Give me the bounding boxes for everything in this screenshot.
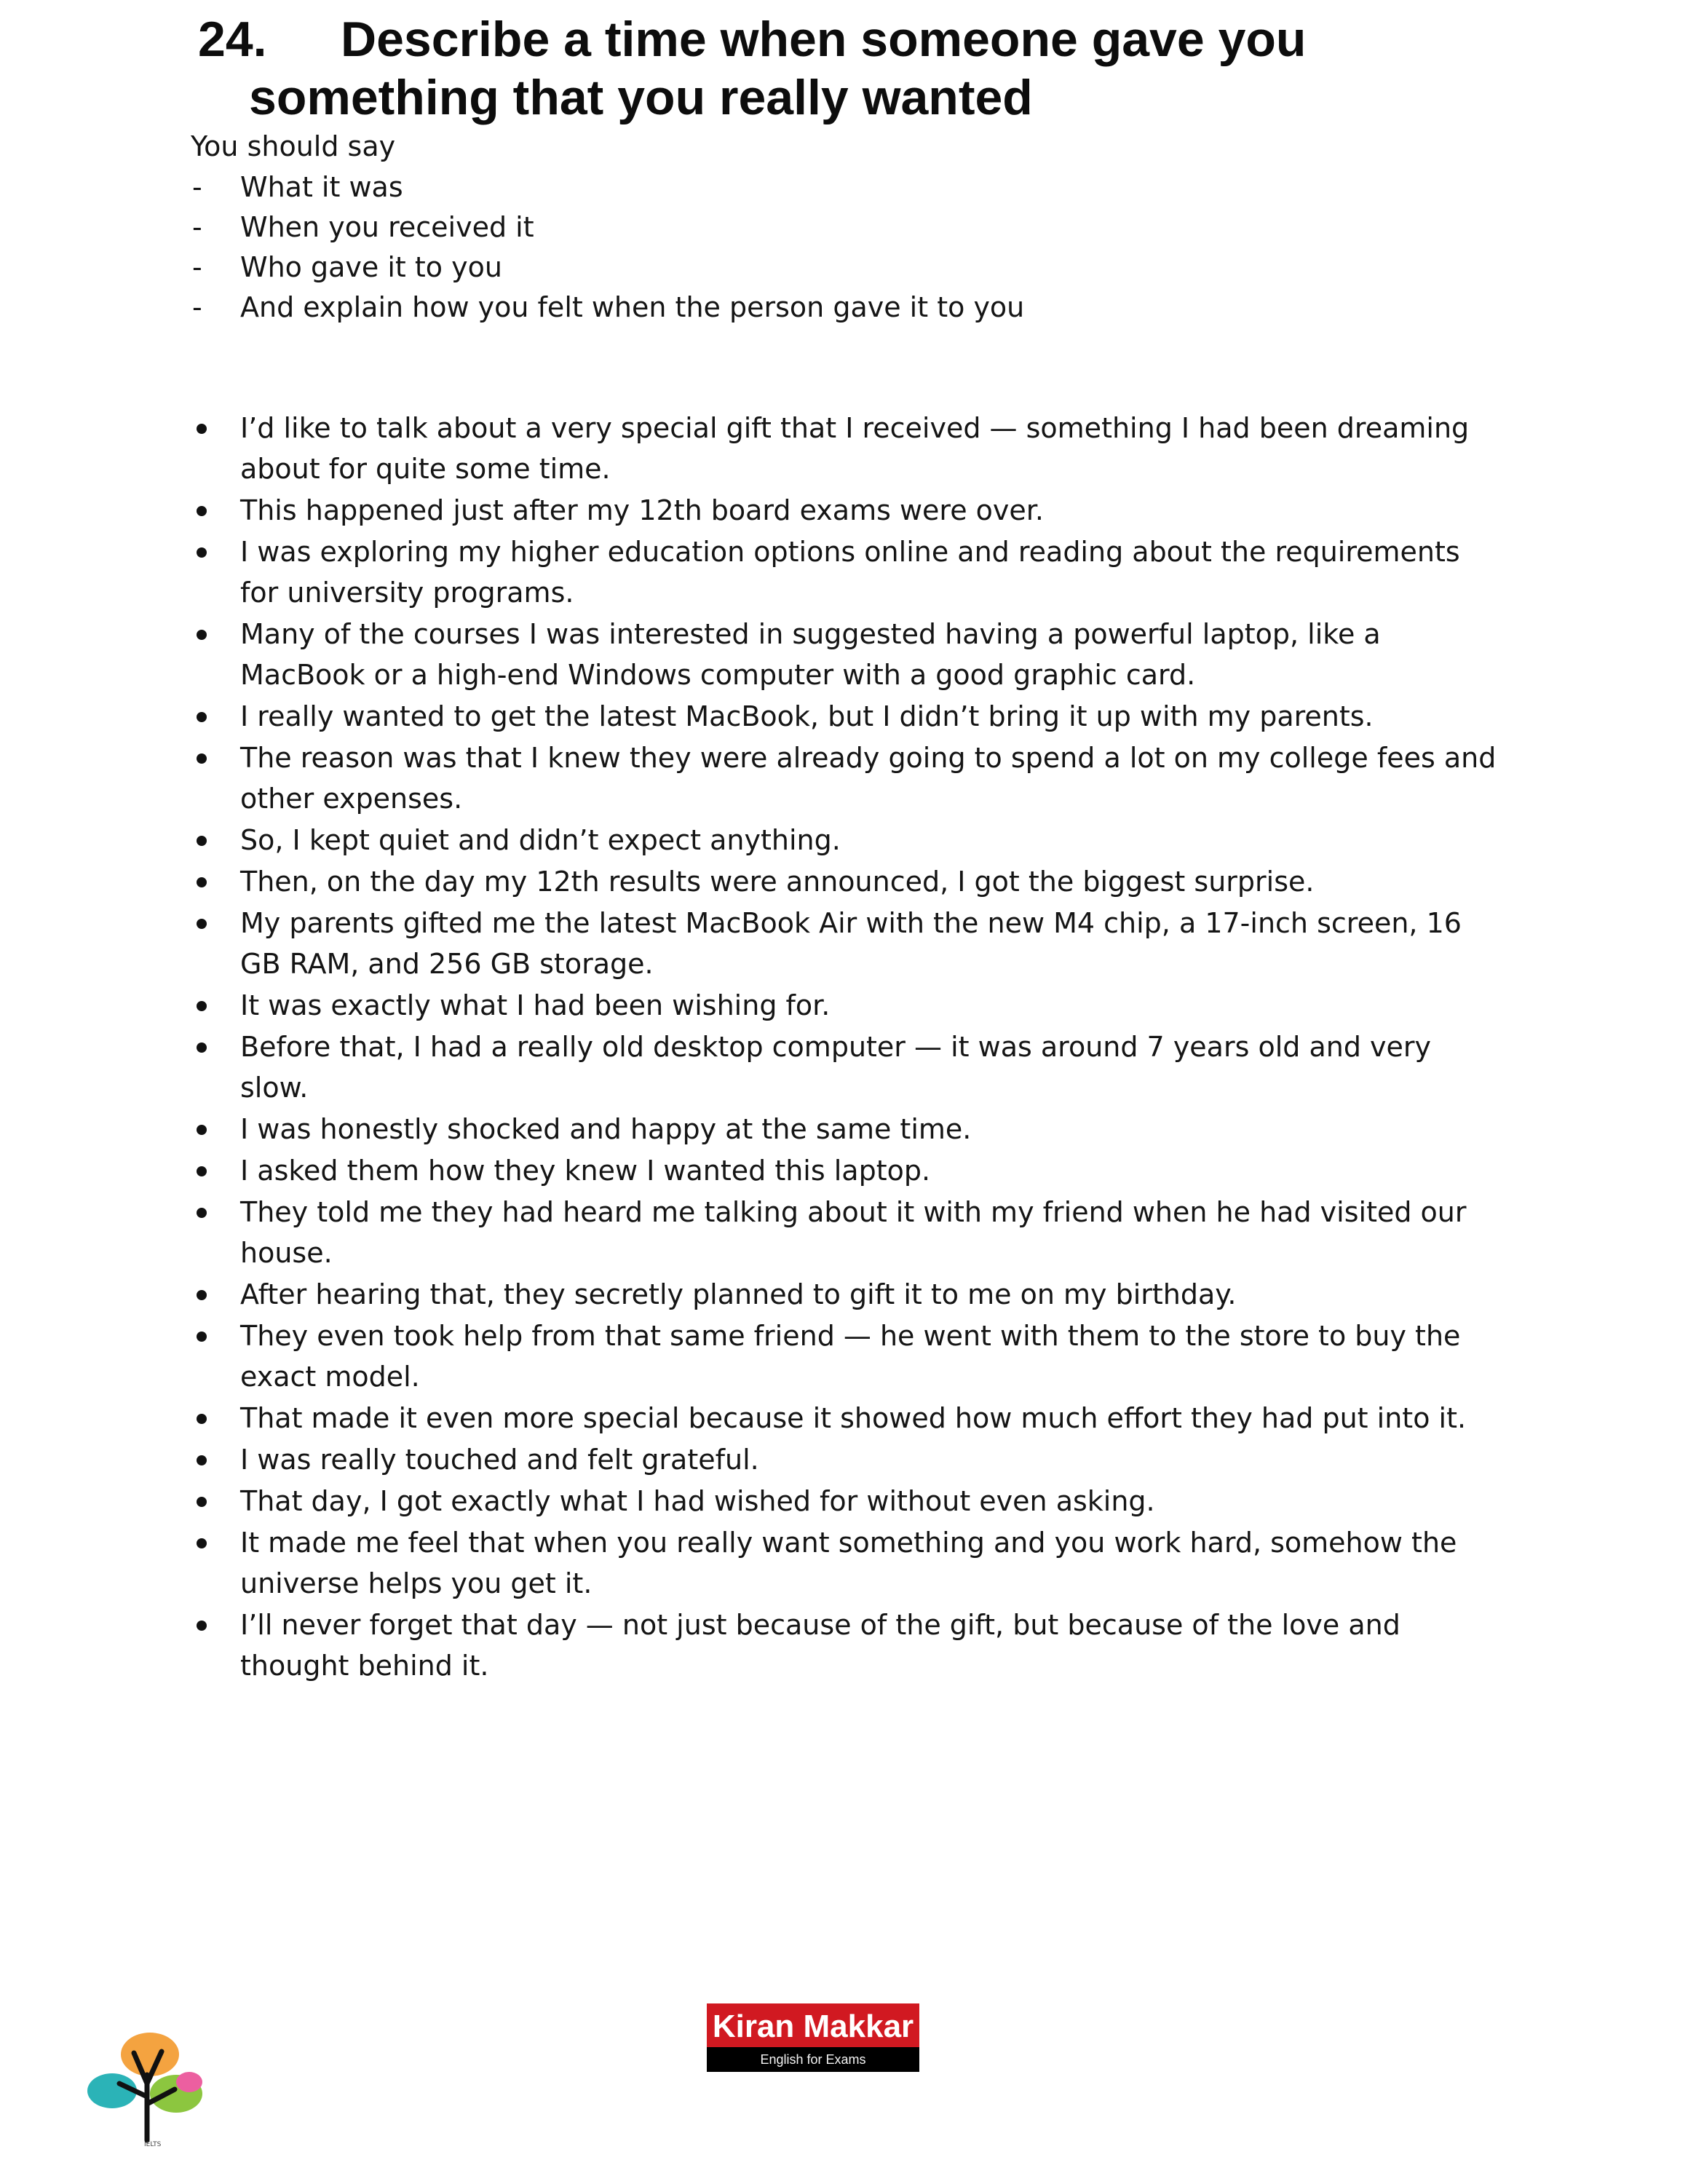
- answer-item: [191, 903, 1501, 984]
- answer-item: [191, 985, 1501, 1026]
- bullet-icon: [197, 1497, 207, 1507]
- brand-name: Kiran Makkar: [712, 2009, 914, 2044]
- answer-text: Many of the courses I was interested in suggested having a powerful laptop, like a MacBook or a high-end Windows computer with a good graphic card.: [240, 618, 1381, 691]
- brand-tagline: English for Exams: [707, 2047, 919, 2072]
- dash-marker: -: [192, 251, 202, 283]
- tree-logo-graphic: [86, 2024, 217, 2148]
- dash-marker: -: [192, 291, 202, 323]
- answer-item: [191, 531, 1501, 613]
- answer-item: [191, 737, 1501, 819]
- bullet-icon: [197, 1621, 207, 1631]
- answer-text: I was really touched and felt grateful.: [240, 1444, 759, 1476]
- answer-item: [191, 1605, 1501, 1686]
- bullet-icon: [197, 1414, 207, 1424]
- answer-item: [191, 408, 1501, 489]
- answer-text: So, I kept quiet and didn’t expect anything.: [240, 824, 841, 856]
- question-number: 24.: [198, 12, 267, 67]
- bullet-icon: [197, 836, 207, 846]
- answer-text: They told me they had heard me talking about it with my friend when he had visited our house.: [240, 1196, 1467, 1269]
- answer-item: [191, 614, 1501, 695]
- answer-text: It was exactly what I had been wishing for.: [240, 989, 831, 1021]
- bullet-icon: [197, 1001, 207, 1011]
- answer-text: Then, on the day my 12th results were announced, I got the biggest surprise.: [240, 866, 1315, 898]
- title-line-1: [198, 10, 1581, 68]
- answer-item: [191, 1398, 1501, 1439]
- bullet-icon: [197, 1455, 207, 1465]
- bullet-icon: [197, 1166, 207, 1176]
- answer-item: [191, 1522, 1501, 1604]
- answer-item: [191, 1026, 1501, 1108]
- bullet-icon: [197, 712, 207, 722]
- answer-item: [191, 1315, 1501, 1397]
- bullet-icon: [197, 506, 207, 516]
- prompt-item-text: And explain how you felt when the person gave it to you: [240, 291, 1025, 323]
- answer-text: My parents gifted me the latest MacBook Air with the new M4 chip, a 17-inch screen, 16 GB RAM, and 256 GB storage.: [240, 907, 1462, 980]
- bullet-icon: [197, 1332, 207, 1342]
- bullet-icon: [197, 424, 207, 434]
- prompt-item: [191, 167, 1024, 207]
- prompt-item: [191, 288, 1024, 328]
- title-text-2: something that you really wanted: [249, 70, 1033, 125]
- prompt-item-text: When you received it: [240, 211, 534, 243]
- answer-text: That day, I got exactly what I had wished for without even asking.: [240, 1485, 1155, 1517]
- prompt-item: [191, 248, 1024, 288]
- cue-card-prompt: [191, 125, 1024, 328]
- answer-list: [191, 408, 1501, 1687]
- tree-logo: [86, 2024, 217, 2148]
- bullet-icon: [197, 753, 207, 764]
- prompt-list: [191, 167, 1024, 328]
- bullet-icon: [197, 877, 207, 887]
- prompt-item-text: What it was: [240, 171, 403, 203]
- answer-text: They even took help from that same friend — he went with them to the store to buy the exact model.: [240, 1320, 1461, 1393]
- answer-text: I asked them how they knew I wanted this laptop.: [240, 1155, 931, 1187]
- pink-foliage: [176, 2072, 202, 2092]
- prompt-intro: You should say: [191, 130, 396, 162]
- answer-text: After hearing that, they secretly planned to gift it to me on my birthday.: [240, 1278, 1237, 1310]
- bullet-icon: [197, 1125, 207, 1135]
- answer-item: [191, 1274, 1501, 1315]
- orange-foliage: [121, 2033, 179, 2076]
- answer-text: The reason was that I knew they were already going to spend a lot on my college fees and other expenses.: [240, 742, 1497, 815]
- answer-text: It made me feel that when you really want something and you work hard, somehow the universe helps you get it.: [240, 1527, 1457, 1599]
- title-text-1: Describe a time when someone gave you: [341, 12, 1307, 67]
- bullet-icon: [197, 547, 207, 558]
- answer-item: [191, 696, 1501, 737]
- dash-marker: -: [192, 171, 202, 203]
- answer-text: I’d like to talk about a very special gift that I received — something I had been dreaming about for quite some time.: [240, 412, 1470, 485]
- brand-logo: [707, 2003, 919, 2072]
- answer-item: [191, 1150, 1501, 1191]
- answer-item: [191, 1439, 1501, 1480]
- answer-text: I really wanted to get the latest MacBook, but I didn’t bring it up with my parents.: [240, 700, 1374, 732]
- bullet-icon: [197, 1208, 207, 1218]
- prompt-item: [191, 207, 1024, 248]
- answer-text: That made it even more special because it showed how much effort they had put into it.: [240, 1402, 1467, 1434]
- answer-text: I’ll never forget that day — not just because of the gift, but because of the love and thought behind it.: [240, 1609, 1400, 1682]
- answer-item: [191, 861, 1501, 902]
- bullet-icon: [197, 630, 207, 640]
- bullet-icon: [197, 919, 207, 929]
- tree-logo-label: IELTS: [144, 2141, 162, 2148]
- answer-text: This happened just after my 12th board exams were over.: [240, 494, 1045, 526]
- bullet-icon: [197, 1538, 207, 1548]
- answer-item: [191, 490, 1501, 531]
- prompt-item-text: Who gave it to you: [240, 251, 502, 283]
- answer-item: [191, 820, 1501, 860]
- page-title: [198, 10, 1581, 127]
- answer-item: [191, 1481, 1501, 1522]
- answer-text: I was honestly shocked and happy at the same time.: [240, 1113, 972, 1145]
- dash-marker: -: [192, 211, 202, 243]
- answer-text: Before that, I had a really old desktop computer — it was around 7 years old and very slow.: [240, 1031, 1432, 1104]
- answer-item: [191, 1109, 1501, 1150]
- bullet-icon: [197, 1042, 207, 1053]
- bullet-icon: [197, 1290, 207, 1300]
- answer-item: [191, 1192, 1501, 1273]
- answer-text: I was exploring my higher education options online and reading about the requirements for university programs.: [240, 536, 1460, 609]
